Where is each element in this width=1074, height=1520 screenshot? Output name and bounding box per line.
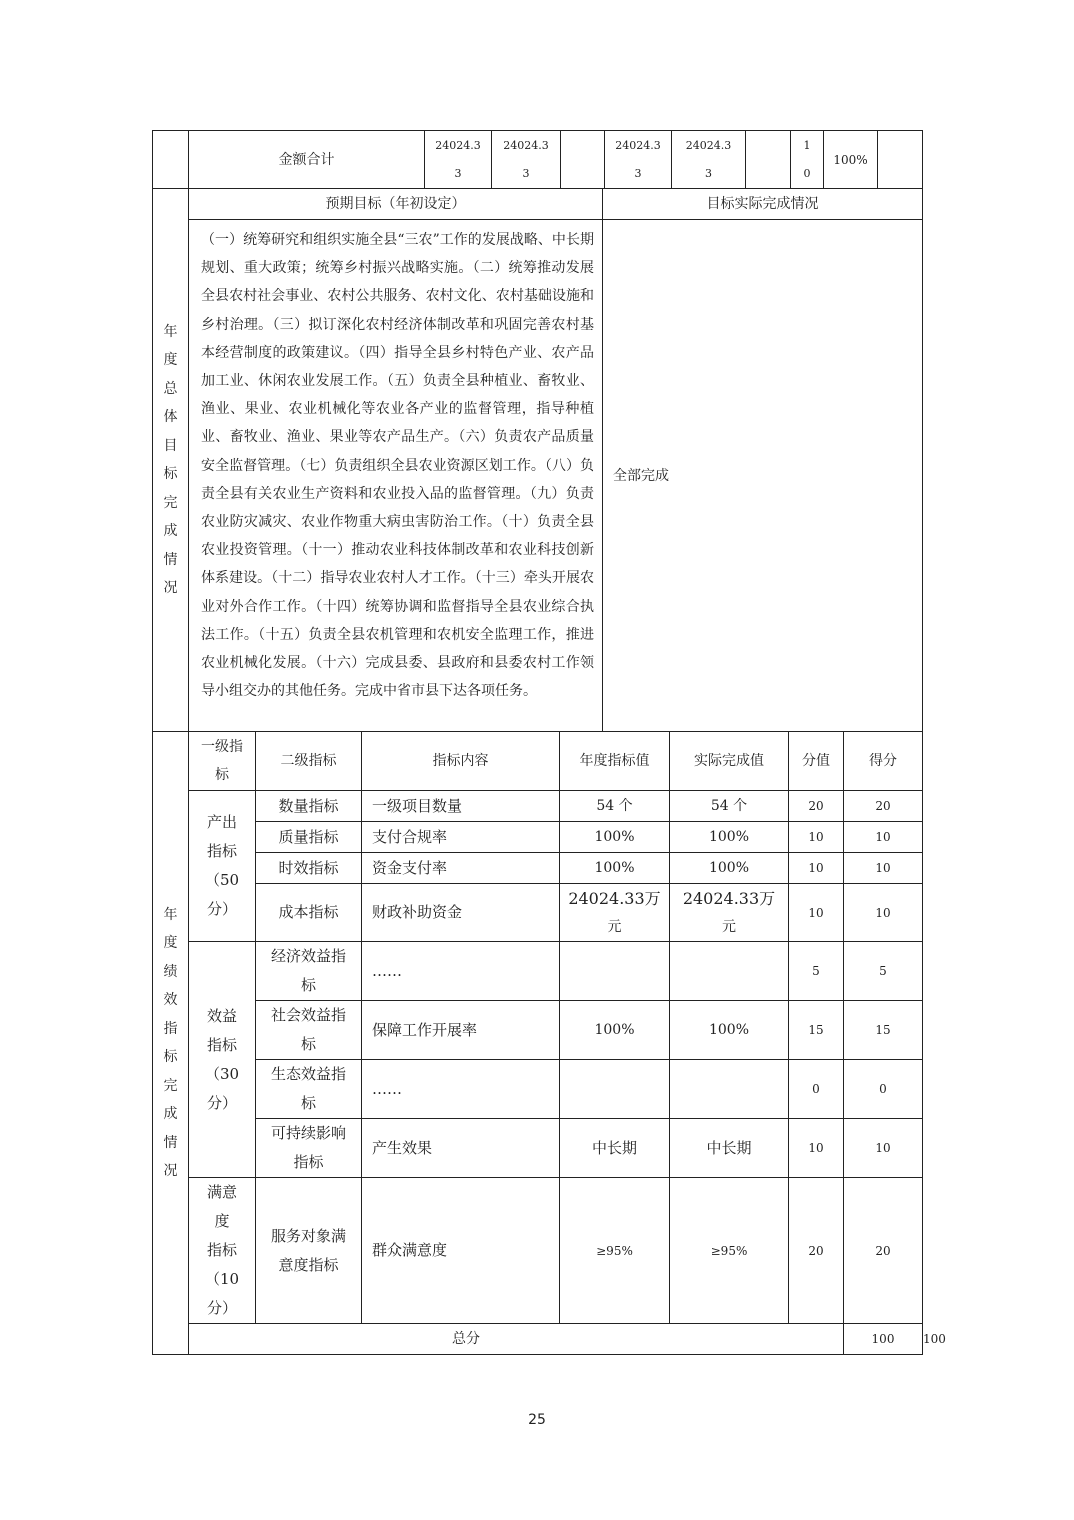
expected-goal-text: （一）统筹研究和组织实施全县“三农”工作的发展战略、中长期规划、重大政策；统筹乡村振兴战略实施。（二）统筹推动发展全县农村社会事业、农村公共服务、农村文化、农村基础设施和乡村治理。（三）拟订深化农村经济体制改革和巩固完善农村基本经营制度的政策建议。（四）指导全县乡村特色产业、农产品加工业、休闲农业发展工作。（五）负责全县种植业、畜牧业、渔业、果业、农业机械化等农业各产业的监督管理，指导种植业、畜牧业、渔业、果业等农产品生产。（六）负责农产品质量安全监督管理。（七）负责组织全县农业资源区划工作。（八）负责全县有关农业生产资料和农业投入品的监督管理。（九）负责农业防灾减灾、农业作物重大病虫害防治工作。（十）负责全县农业投资管理。（十一）推动农业科技体制改革和农业科技创新体系建设。（十二）指导农业农村人才工作。（十三）牵头开展农业对外合作工作。（十四）统筹协调和监督指导全县农业综合执法工作。（十五）负责全县农机管理和农机安全监理工作，推进农业机械化发展。（十六）完成县委、县政府和县委农村工作领导小组交办的其他任务。完成中省市县下达各项任务。 — [189, 220, 603, 732]
score-cell: 15 — [789, 1001, 844, 1060]
header-score: 分值 — [789, 732, 844, 791]
target-cell: 54 个 — [560, 791, 670, 822]
target-cell: 24024.33万 元 — [560, 884, 670, 942]
performance-side-label: 年 度 绩 效 指 标 完 成 情 况 — [153, 732, 189, 1355]
level2-cell: 质量指标 — [256, 822, 362, 853]
actual-cell: 100% — [670, 1001, 789, 1060]
header-target: 年度指标值 — [560, 732, 670, 791]
level2-cell: 可持续影响 指标 — [256, 1119, 362, 1178]
performance-indicator-table: 年 度 绩 效 指 标 完 成 情 况 一级指 标 二级指标 指标内容 年度指标值 实际完成值 分值 得分 产出 指标 （50 分） 数量指标 一级项目数量 54 个 54 个 20 20 质量指标 支付合规率 100% 100% 10 10 时效指标 资金支付率 100% 100% 10 10 成本指标 财政补助资金 24024.33万 元 24024.33万 元 10 10 效益 指标 （30 分） 经济效益指 标 …… 5 5 社会效益指 标 保障工作开展率 100% 100% 15 15 生态效益指 标 …… 0 0 可持续影响 指标 产生效果 中长期 中长期 10 10 满意 度 指标 （10 分） 服务对象满 意度指标 群众满意度 ≥95% ≥95% 20 20 总分 100 100 — [152, 731, 923, 1355]
total-score: 100 — [844, 1324, 923, 1355]
actual-cell: 54 个 — [670, 791, 789, 822]
got-cell: 0 — [844, 1060, 923, 1119]
actual-cell: 24024.33万 元 — [670, 884, 789, 942]
header-level1: 一级指 标 — [189, 732, 256, 791]
level2-cell: 社会效益指 标 — [256, 1001, 362, 1060]
annual-goal-side-label: 年 度 总 体 目 标 完 成 情 况 — [153, 189, 189, 732]
score-cell: 10 — [789, 853, 844, 884]
group-output-label: 产出 指标 （50 分） — [189, 791, 256, 942]
content-cell: …… — [362, 1060, 560, 1119]
content-cell: …… — [362, 942, 560, 1001]
annual-goal-table — [152, 188, 923, 732]
content-cell: 产生效果 — [362, 1119, 560, 1178]
target-cell — [560, 1060, 670, 1119]
amount-value-2: 24024.3 3 — [492, 131, 561, 189]
level2-cell: 时效指标 — [256, 853, 362, 884]
expected-goal-header: 预期目标（年初设定） — [189, 189, 603, 220]
content-cell: 保障工作开展率 — [362, 1001, 560, 1060]
blank-cell — [561, 131, 605, 189]
actual-cell: 中长期 — [670, 1119, 789, 1178]
target-cell: 100% — [560, 853, 670, 884]
score-cell: 20 — [789, 791, 844, 822]
actual-cell: ≥95% — [670, 1178, 789, 1324]
total-label: 总分 — [189, 1324, 844, 1355]
content-cell: 资金支付率 — [362, 853, 560, 884]
target-cell: 中长期 — [560, 1119, 670, 1178]
level2-cell: 生态效益指 标 — [256, 1060, 362, 1119]
amount-rate: 100% — [824, 131, 878, 189]
got-cell: 5 — [844, 942, 923, 1001]
got-cell: 10 — [844, 822, 923, 853]
actual-cell — [670, 942, 789, 1001]
blank-cell — [746, 131, 791, 189]
got-cell: 10 — [844, 884, 923, 942]
actual-cell: 100% — [670, 822, 789, 853]
header-got: 得分 — [844, 732, 923, 791]
actual-completion-header: 目标实际完成情况 — [603, 189, 923, 220]
got-cell: 10 — [844, 853, 923, 884]
level2-cell: 成本指标 — [256, 884, 362, 942]
score-cell: 0 — [789, 1060, 844, 1119]
level2-cell: 服务对象满 意度指标 — [256, 1178, 362, 1324]
header-content: 指标内容 — [362, 732, 560, 791]
content-cell: 群众满意度 — [362, 1178, 560, 1324]
target-cell: 100% — [560, 822, 670, 853]
content-cell: 财政补助资金 — [362, 884, 560, 942]
content-cell: 一级项目数量 — [362, 791, 560, 822]
actual-cell: 100% — [670, 853, 789, 884]
page-number: 25 — [528, 1412, 546, 1428]
amount-score: 1 0 — [791, 131, 824, 189]
amount-total-table — [152, 130, 923, 189]
score-cell: 10 — [789, 1119, 844, 1178]
amount-value-4: 24024.3 3 — [672, 131, 746, 189]
target-cell: 100% — [560, 1001, 670, 1060]
actual-cell — [670, 1060, 789, 1119]
header-level2: 二级指标 — [256, 732, 362, 791]
blank-cell — [153, 131, 189, 189]
score-cell: 10 — [789, 822, 844, 853]
amount-total-label: 金额合计 — [189, 131, 425, 189]
amount-value-3: 24024.3 3 — [605, 131, 672, 189]
got-cell: 20 — [844, 1178, 923, 1324]
target-cell: ≥95% — [560, 1178, 670, 1324]
target-cell — [560, 942, 670, 1001]
got-cell: 20 — [844, 791, 923, 822]
amount-value-1: 24024.3 3 — [425, 131, 492, 189]
group-benefit-label: 效益 指标 （30 分） — [189, 942, 256, 1178]
score-cell: 10 — [789, 884, 844, 942]
level2-cell: 经济效益指 标 — [256, 942, 362, 1001]
level2-cell: 数量指标 — [256, 791, 362, 822]
content-cell: 支付合规率 — [362, 822, 560, 853]
actual-completion-text: 全部完成 — [603, 220, 923, 732]
blank-cell — [878, 131, 923, 189]
got-cell: 10 — [844, 1119, 923, 1178]
score-cell: 20 — [789, 1178, 844, 1324]
group-satisfaction-label: 满意 度 指标 （10 分） — [189, 1178, 256, 1324]
score-cell: 5 — [789, 942, 844, 1001]
got-cell: 15 — [844, 1001, 923, 1060]
header-actual: 实际完成值 — [670, 732, 789, 791]
